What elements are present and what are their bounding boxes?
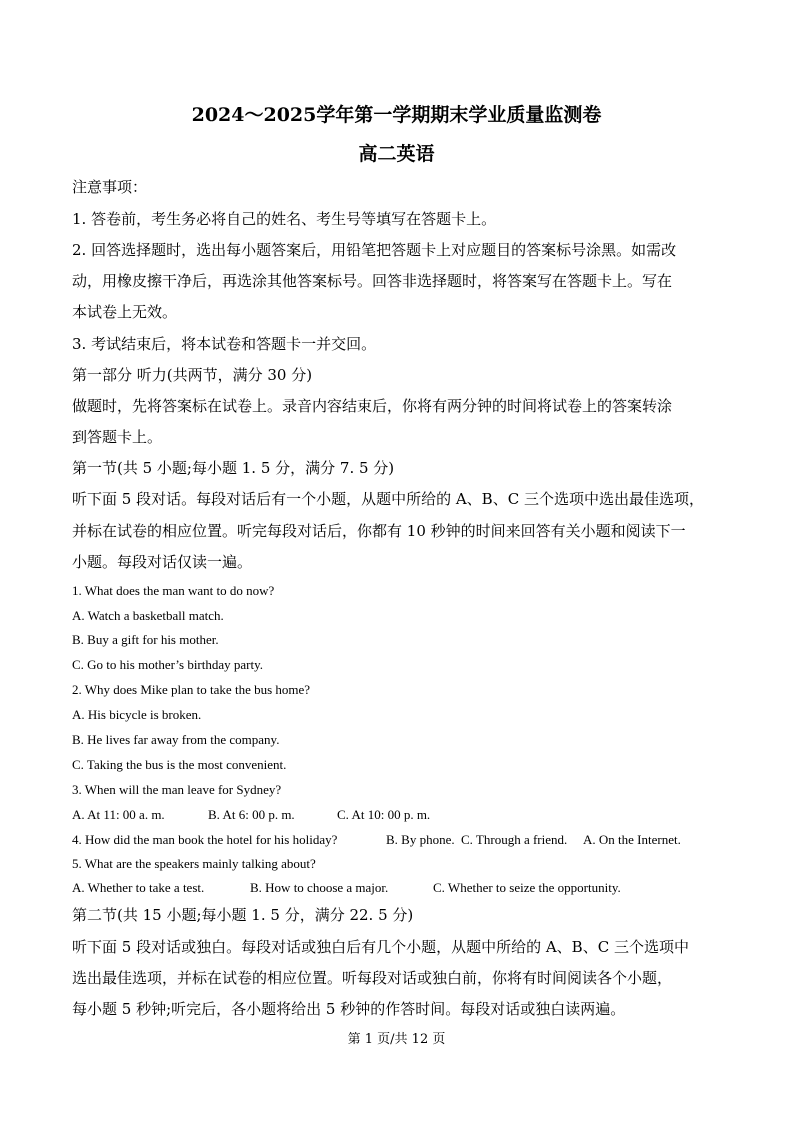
question-2-option-a: A. His bicycle is broken. bbox=[72, 707, 202, 722]
question-5-option-c: C. Whether to seize the opportunity. bbox=[433, 880, 621, 895]
notice-item-1: 1. 答卷前，考生务必将自己的姓名、考生号等填写在答题卡上。 bbox=[72, 210, 497, 228]
question-1-option-c: C. Go to his mother’s birthday party. bbox=[72, 657, 264, 672]
page-number: 第 1 页/共 12 页 bbox=[347, 1032, 446, 1047]
question-5-option-b: B. How to choose a major. bbox=[250, 880, 389, 895]
notice-item-2-line-3: 本试卷上无效。 bbox=[72, 303, 178, 321]
question-2-option-c: C. Taking the bus is the most convenient. bbox=[72, 757, 287, 772]
section2-instruction-line-1: 听下面 5 段对话或独白。每段对话或独白后有几个小题，从题中所给的 A、B、C 三个选项中 bbox=[72, 938, 689, 956]
question-1: 1. What does the man want to do now? bbox=[72, 583, 275, 598]
exam-title: 2024～2025学年第一学期期末学业质量监测卷 bbox=[191, 104, 602, 126]
notice-item-2-line-1: 2. 回答选择题时，选出每小题答案后，用铅笔把答题卡上对应题目的答案标号涂黑。如需改 bbox=[72, 241, 677, 259]
part1-instruction-line-1: 做题时，先将答案标在试卷上。录音内容结束后，你将有两分钟的时间将试卷上的答案转涂 bbox=[72, 397, 673, 415]
question-3-option-b: B. At 6: 00 p. m. bbox=[208, 807, 295, 822]
section1-instruction-line-2: 并标在试卷的相应位置。听完每段对话后，你都有 10 秒钟的时间来回答有关小题和阅读下一 bbox=[72, 522, 686, 540]
part1-instruction-line-2: 到答题卡上。 bbox=[72, 428, 163, 446]
section2-heading: 第二节(共 15 小题;每小题 1. 5 分，满分 22. 5 分) bbox=[72, 906, 414, 924]
question-3: 3. When will the man leave for Sydney? bbox=[72, 782, 282, 797]
section2-instruction-line-2: 选出最佳选项，并标在试卷的相应位置。听每段对话或独白前，你将有时间阅读各个小题， bbox=[72, 969, 673, 987]
notice-item-3: 3. 考试结束后，将本试卷和答题卡一并交回。 bbox=[72, 335, 377, 353]
exam-subtitle: 高二英语 bbox=[358, 143, 435, 165]
question-4-option-b: B. By phone. bbox=[386, 832, 455, 847]
section1-heading: 第一节(共 5 小题;每小题 1. 5 分，满分 7. 5 分) bbox=[72, 459, 395, 477]
notice-item-2-line-2: 动，用橡皮擦干净后，再选涂其他答案标号。回答非选择题时，将答案写在答题卡上。写在 bbox=[72, 272, 673, 290]
question-2-option-b: B. He lives far away from the company. bbox=[72, 732, 280, 747]
section2-instruction-line-3: 每小题 5 秒钟;听完后，各小题将给出 5 秒钟的作答时间。每段对话或独白读两遍。 bbox=[72, 1000, 626, 1018]
part1-heading: 第一部分 听力(共两节，满分 30 分) bbox=[72, 366, 313, 384]
section1-instruction-line-3: 小题。每段对话仅读一遍。 bbox=[72, 553, 253, 571]
question-4-option-c: C. Through a friend. bbox=[461, 832, 568, 847]
question-3-option-a: A. At 11: 00 a. m. bbox=[72, 807, 165, 822]
question-5: 5. What are the speakers mainly talking about? bbox=[72, 856, 316, 871]
question-3-option-c: C. At 10: 00 p. m. bbox=[337, 807, 431, 822]
question-1-option-b: B. Buy a gift for his mother. bbox=[72, 632, 219, 647]
question-2: 2. Why does Mike plan to take the bus home? bbox=[72, 682, 311, 697]
question-4-option-a: A. On the Internet. bbox=[583, 832, 681, 847]
question-1-option-a: A. Watch a basketball match. bbox=[72, 608, 224, 623]
notice-heading: 注意事项： bbox=[72, 178, 148, 196]
section1-instruction-line-1: 听下面 5 段对话。每段对话后有一个小题，从题中所给的 A、B、C 三个选项中选出最佳选项， bbox=[72, 490, 704, 508]
question-4: 4. How did the man book the hotel for his holiday? bbox=[72, 832, 338, 847]
question-5-option-a: A. Whether to take a test. bbox=[72, 880, 205, 895]
